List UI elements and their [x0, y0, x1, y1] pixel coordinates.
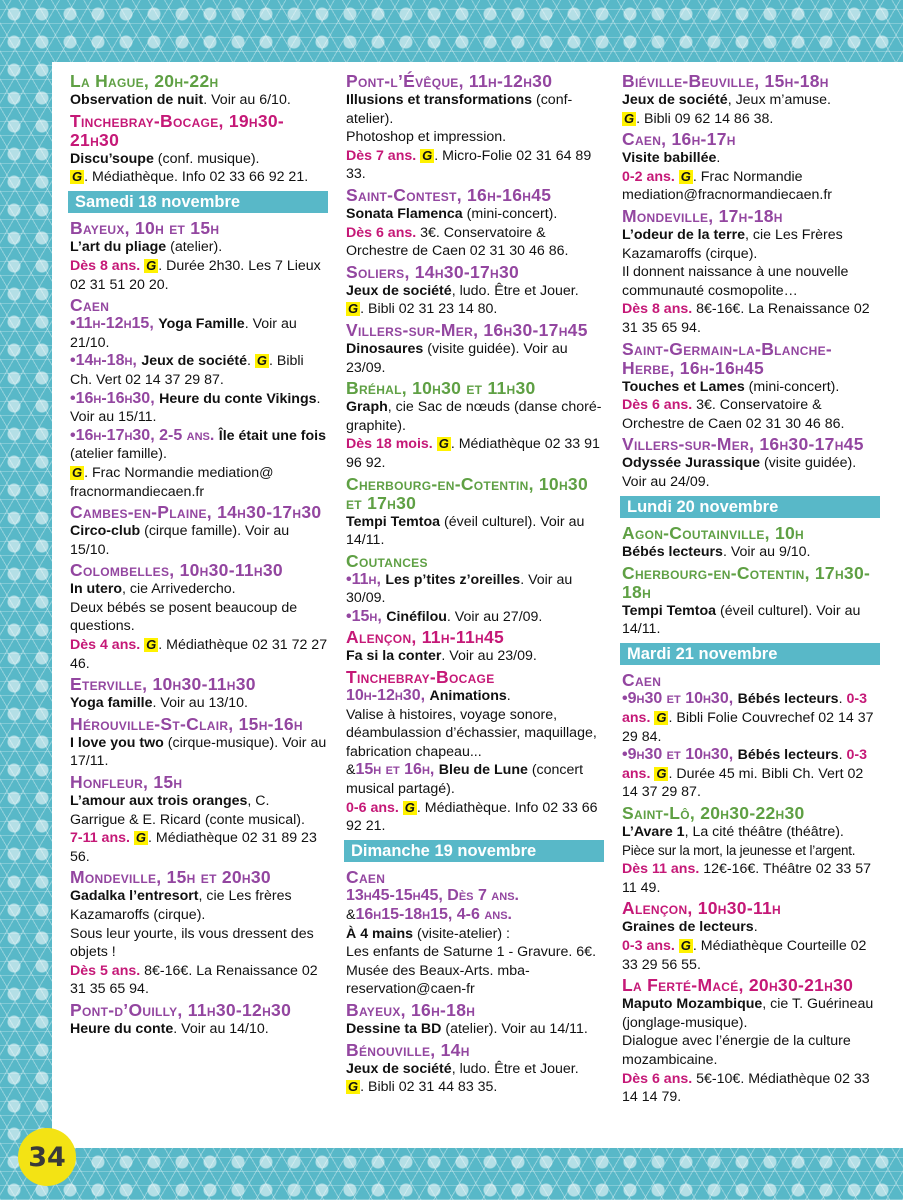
event-title: Jeux de société	[141, 353, 247, 370]
event-text: . Voir au 30/09.	[346, 571, 573, 607]
event-title: Circo-club	[70, 523, 141, 540]
event-text: , cie Les frères Kazamaroffs (cirque).	[70, 888, 292, 923]
event-title: Tempi Temtoa	[622, 602, 717, 619]
event-la-hague	[70, 72, 328, 110]
age-label: Dès 5 ans.	[70, 962, 141, 979]
event-city: Caen, 16h-17h	[622, 129, 736, 150]
event-title: L’odeur de la terre	[622, 226, 745, 243]
event-info: . Bibli 02 31 23 14 80.	[360, 301, 498, 318]
event-text: . Voir au 27/09.	[446, 608, 543, 625]
event-description: Valise à histoires, voyage sonore, déambulassion d’échassier, maquillage, fabrication chapeau...	[346, 706, 597, 760]
event-description: Il donnent naissance à une nouvelle communauté cosmopolite…	[622, 264, 849, 299]
event-city: Alençon, 10h30-11h	[622, 898, 782, 919]
event-info: . Bibli 09 62 14 86 38.	[636, 110, 774, 127]
event-info: . Médiathèque 02 33 91 96 92.	[346, 436, 600, 471]
event-info: 8€-16€. La Renaissance 02 31 35 65 94.	[622, 301, 870, 336]
gratuit-badge: G	[146, 637, 157, 653]
event-title: Dinosaures	[346, 340, 424, 357]
day-header-sunday: Dimanche 19 novembre	[344, 840, 604, 863]
event-city: Villers-sur-Mer, 16h30-17h45	[346, 319, 588, 340]
event-soliers	[346, 263, 604, 319]
event-description: Pièce sur la mort, la jeunesse et l’argent.	[622, 842, 856, 858]
event-info: 12€-16€. Théâtre 02 33 57 11 49.	[622, 861, 871, 896]
event-title: Graph	[346, 399, 388, 416]
bullet-time: •9h30 et 10h30,	[622, 690, 738, 708]
event-pont-douilly	[70, 1001, 328, 1039]
event-cherbourg-2	[622, 564, 880, 639]
event-info: . Durée 45 mi. Bibli Ch. Vert 02 14 37 29 87.	[622, 765, 864, 801]
event-title: Discu’soupe	[70, 150, 154, 167]
event-text: (cirque famille). Voir au 15/10.	[70, 523, 290, 558]
event-title: Tempi Temtoa	[346, 513, 441, 530]
event-city: Cherbourg-en-Cotentin, 10h30 et 17h30	[346, 473, 588, 513]
event-text: (visite-atelier) :	[413, 925, 510, 942]
event-text: , cie Les Frères Kazamaroffs (cirque).	[622, 226, 843, 262]
event-text: (concert musical partagé).	[346, 762, 584, 798]
gratuit-badge: G	[624, 110, 635, 126]
event-title: Animations	[429, 688, 507, 705]
event-city: Villers-sur-Mer, 16h30-17h45	[622, 434, 864, 455]
bullet-time: •11h-12h15,	[70, 315, 159, 333]
event-city: Hérouville-St-Clair, 15h-16h	[70, 713, 303, 734]
gratuit-badge: G	[656, 765, 667, 781]
event-title: L’Avare 1	[622, 824, 685, 841]
event-title: Visite babillée	[622, 150, 717, 167]
event-city: Eterville, 10h30-11h30	[70, 674, 256, 695]
event-herouville	[70, 715, 328, 771]
age-label: Dès 8 ans.	[622, 301, 693, 318]
event-title: Bébés lecteurs	[622, 544, 723, 561]
event-city: Bréhal, 10h30 et 11h30	[346, 378, 536, 399]
event-text: (éveil culturel). Voir au 14/11.	[622, 602, 861, 638]
event-text: (visite guidée). Voir au 23/09.	[346, 340, 568, 376]
age-label: 0-2 ans.	[622, 168, 675, 185]
event-info: . Médiathèque Courteille 02 33 29 56 55.	[622, 938, 867, 973]
gratuit-badge: G	[135, 830, 147, 846]
event-text: . Voir au 14/10.	[173, 1020, 269, 1037]
event-city: Mondeville, 17h-18h	[622, 205, 783, 226]
day-header-tuesday: Mardi 21 novembre	[620, 643, 880, 666]
event-city: Bayeux, 10h et 15h	[70, 218, 220, 239]
age-label: Dès 18 mois.	[346, 436, 433, 453]
event-text: .	[753, 919, 758, 936]
ampersand: &	[346, 907, 356, 923]
day-header-monday: Lundi 20 novembre	[620, 496, 880, 519]
event-title: Bleu de Lune	[438, 762, 528, 779]
event-title: Les p’tites z’oreilles	[385, 571, 521, 588]
event-brehal	[346, 379, 604, 472]
gratuit-badge: G	[404, 799, 415, 815]
event-text: , ludo. Être et Jouer.	[451, 1060, 579, 1077]
bullet-time: •16h-17h30, 2-5 ans.	[70, 426, 219, 444]
bullet-time: •16h-16h30,	[70, 389, 160, 407]
event-city: Caen	[346, 867, 386, 888]
bullet-time: •11h,	[346, 570, 386, 588]
event-text: .	[506, 688, 511, 705]
ampersand: &	[346, 762, 356, 779]
event-info: . Bibli 02 31 44 83 35.	[360, 1079, 498, 1096]
age-label: Dès 7 ans.	[346, 147, 417, 164]
event-villers-1	[346, 321, 604, 377]
event-title: Odyssée Jurassique	[622, 455, 761, 472]
event-pont-leveque	[346, 72, 604, 184]
event-city: Biéville-Beuville, 15h-18h	[622, 71, 829, 91]
event-text: (conf-atelier).	[346, 92, 573, 127]
event-text: , C. Garrigue & E. Ricard (conte musical).	[70, 793, 305, 828]
event-text: (mini-concert).	[462, 205, 558, 222]
event-title: Fa si la conter	[346, 648, 442, 665]
gratuit-badge: G	[72, 169, 83, 185]
event-caen-2	[346, 868, 604, 999]
event-alencon-1	[346, 628, 604, 666]
event-title: Illusions et transformations	[346, 92, 533, 108]
event-text: (atelier famille).	[70, 446, 167, 463]
event-alencon-2	[622, 899, 880, 974]
age-label: Dès 6 ans.	[622, 1070, 693, 1087]
gratuit-badge: G	[680, 938, 691, 953]
column-1	[70, 72, 328, 1041]
event-villers-2	[622, 435, 880, 491]
age-label: Dès 4 ans.	[70, 637, 141, 654]
event-city: Agon-Coutainville, 10h	[622, 523, 805, 544]
event-title: À 4 mains	[346, 925, 414, 942]
event-text: (cirque-musique). Voir au 17/11.	[70, 734, 327, 770]
event-saint-lo	[622, 804, 880, 897]
event-city: La Hague, 20h-22h	[70, 71, 219, 91]
gratuit-badge: G	[256, 353, 268, 369]
event-info: . Frac Normandie mediation@ fracnormandiecaen.fr	[70, 464, 274, 500]
event-text: . Voir au 21/10.	[70, 316, 297, 351]
event-title: Île était une fois	[218, 427, 327, 444]
event-title: Bébés lecteurs	[737, 747, 839, 764]
event-cherbourg-1	[346, 475, 604, 550]
event-city: Bénouville, 14h	[346, 1039, 470, 1060]
event-city: Bayeux, 16h-18h	[346, 999, 476, 1020]
page-number: 34	[18, 1128, 76, 1186]
event-info: . Frac Normandie mediation@fracnormandiecaen.fr	[622, 168, 832, 204]
event-info: . Médiathèque 02 31 89 23 56.	[70, 830, 317, 865]
event-title: Bébés lecteurs	[737, 691, 839, 708]
event-text: . Voir au 15/11.	[70, 390, 321, 426]
event-info: 3€. Conservatoire & Orchestre de Caen 02 31 30 46 86.	[622, 397, 845, 432]
event-text: (mini-concert).	[744, 378, 840, 395]
event-tinchebray-1	[70, 112, 328, 187]
event-city: Caen	[622, 670, 662, 691]
event-city: Pont-l’Évêque, 11h-12h30	[346, 71, 553, 91]
event-text: . Voir au 23/09.	[441, 648, 537, 665]
event-text: , Jeux m’amuse.	[727, 92, 831, 108]
event-city: Cambes-en-Plaine, 14h30-17h30	[70, 502, 322, 523]
event-city: Alençon, 11h-11h45	[346, 627, 505, 648]
event-city: Tinchebray-Bocage	[346, 667, 495, 688]
event-description: Deux bébés se posent beaucoup de questions.	[70, 599, 298, 635]
event-time: 13h45-15h45, Dès 7 ans.	[346, 887, 519, 905]
event-colombelles	[70, 561, 328, 673]
event-caen-1	[70, 296, 328, 501]
event-text: , La cité théâtre (théâtre).	[684, 824, 844, 841]
age-label: Dès 8 ans.	[70, 257, 141, 274]
age-label: 0-6 ans.	[346, 799, 399, 816]
gratuit-badge: G	[348, 1079, 359, 1095]
event-city: Saint-Germain-la-Blanche-Herbe, 16h-16h45	[622, 338, 833, 378]
event-honfleur	[70, 773, 328, 866]
age-label: Dès 11 ans.	[622, 861, 700, 878]
event-text: (visite guidée). Voir au 24/09.	[622, 455, 857, 490]
gratuit-badge: G	[422, 147, 433, 163]
event-text: .	[247, 353, 255, 370]
event-city: Cherbourg-en-Cotentin, 17h30-18h	[622, 562, 871, 602]
event-title: L’art du pliage	[70, 239, 167, 256]
event-cambes	[70, 503, 328, 559]
event-eterville	[70, 675, 328, 713]
event-bayeux-1	[70, 219, 328, 294]
event-info: . Médiathèque. Info 02 33 66 92 21.	[346, 799, 598, 835]
event-description: Photoshop et impression.	[346, 129, 507, 146]
event-title: Yoga Famille	[158, 316, 245, 333]
event-info: . Micro-Folie 02 31 64 89 33.	[346, 147, 592, 183]
event-info: 5€-10€. Médiathèque 02 33 14 14 79.	[622, 1070, 870, 1106]
event-coutances	[346, 552, 604, 627]
gratuit-badge: G	[656, 710, 667, 726]
event-city: Mondeville, 15h et 20h30	[70, 867, 271, 888]
event-title: Yoga famille	[70, 695, 153, 712]
event-text: . Voir au 6/10.	[203, 92, 291, 108]
event-text: . Voir au 13/10.	[152, 695, 248, 712]
event-title: Touches et Lames	[622, 378, 745, 395]
event-time: 10h-12h30,	[346, 687, 430, 705]
age-label: Dès 6 ans.	[346, 224, 417, 241]
event-text: (atelier). Voir au 14/11.	[441, 1020, 588, 1037]
event-info: . Médiathèque 02 31 72 27 46.	[70, 637, 328, 672]
event-info: 3€. Conservatoire & Orchestre de Caen 02 31 30 46 86.	[346, 224, 569, 260]
event-tinchebray-2	[346, 668, 604, 836]
event-info: . Médiathèque. Info 02 33 66 92 21.	[84, 169, 309, 186]
event-info: 8€-16€. La Renaissance 02 31 35 65 94.	[70, 962, 318, 998]
gratuit-badge: G	[680, 168, 691, 184]
event-title: Graines de lecteurs	[622, 919, 754, 936]
event-text: , cie Arrivedercho.	[122, 581, 236, 598]
column-3	[622, 72, 880, 1109]
event-agon	[622, 524, 880, 562]
column-2	[346, 72, 604, 1099]
event-title: Gadalka l’entresort	[70, 888, 199, 905]
event-city: Tinchebray-Bocage, 19h30-21h30	[70, 110, 285, 150]
event-text: , cie T. Guérineau (jonglage-musique).	[622, 996, 874, 1031]
event-text: (atelier).	[166, 239, 223, 256]
event-title: Observation de nuit	[70, 92, 204, 108]
event-title: Dessine ta BD	[346, 1020, 442, 1037]
event-city: Pont-d’Ouilly, 11h30-12h30	[70, 999, 292, 1020]
bullet-time: •14h-18h,	[70, 352, 142, 370]
event-text: .	[838, 747, 847, 764]
bullet-time: •15h,	[346, 607, 387, 625]
event-title: Jeux de société	[346, 282, 452, 299]
event-description: Sous leur yourte, ils vous dressent des objets !	[70, 925, 314, 961]
event-title: Jeux de société	[346, 1060, 452, 1077]
event-time: 16h15-18h15, 4-6 ans.	[355, 906, 513, 923]
event-text: . Voir au 9/10.	[722, 544, 811, 561]
event-title: L’amour aux trois oranges	[70, 793, 248, 810]
event-info: . Bibli Ch. Vert 02 14 37 29 87.	[70, 353, 304, 388]
event-text: .	[716, 150, 721, 167]
event-city: La Ferté-Macé, 20h30-21h30	[622, 975, 854, 996]
day-header-saturday: Samedi 18 novembre	[68, 191, 328, 214]
event-caen-4	[622, 671, 880, 802]
event-caen-3	[622, 130, 880, 205]
gratuit-badge: G	[72, 464, 83, 480]
event-saint-germain	[622, 340, 880, 434]
event-title: Heure du conte	[70, 1020, 174, 1037]
event-text: , ludo. Être et Jouer.	[451, 282, 579, 299]
event-description: Dialogue avec l’énergie de la culture mozambicaine.	[622, 1033, 851, 1068]
age-label: Dès 6 ans.	[622, 397, 693, 414]
age-label: 7-11 ans.	[70, 830, 130, 847]
event-la-ferte	[622, 976, 880, 1107]
event-time: 15h et 16h,	[355, 761, 439, 779]
age-label: 0-3 ans.	[622, 691, 867, 727]
event-text: , cie Sac de nœuds (danse choré-graphite).	[346, 399, 602, 434]
event-city: Colombelles, 10h30-11h30	[70, 560, 283, 581]
event-city: Saint-Contest, 16h-16h45	[346, 184, 552, 205]
event-city: Caen	[70, 295, 110, 316]
event-mondeville-2	[622, 207, 880, 338]
event-title: Cinéfilou	[386, 608, 447, 625]
event-title: Jeux de société	[622, 92, 728, 108]
event-description: Les enfants de Saturne 1 - Gravure. 6€. Musée des Beaux-Arts. mba-reservation@caen-fr	[346, 944, 597, 998]
event-benouville	[346, 1041, 604, 1097]
event-info: . Bibli Folie Couvrechef 02 14 37 29 84.	[622, 710, 874, 745]
event-info: . Durée 2h30. Les 7 Lieux 02 31 51 20 20.	[70, 257, 321, 293]
event-city: Soliers, 14h30-17h30	[346, 261, 520, 282]
event-city: Honfleur, 15h	[70, 772, 183, 793]
event-title: Heure du conte Vikings	[159, 390, 317, 407]
event-text: (éveil culturel). Voir au 14/11.	[346, 513, 585, 549]
event-text: .	[838, 691, 847, 708]
bullet-time: •9h30 et 10h30,	[622, 746, 738, 764]
age-label: 0-3 ans.	[622, 747, 867, 782]
event-city: Saint-Lô, 20h30-22h30	[622, 803, 805, 824]
age-label: 0-3 ans.	[622, 938, 675, 954]
gratuit-badge: G	[348, 301, 359, 317]
event-bayeux-2	[346, 1001, 604, 1039]
event-mondeville-1	[70, 868, 328, 999]
gratuit-badge: G	[146, 257, 157, 273]
event-saint-contest	[346, 186, 604, 261]
event-title: Maputo Mozambique	[622, 996, 763, 1013]
event-title: Sonata Flamenca	[346, 205, 463, 222]
event-title: In utero	[70, 581, 123, 598]
event-bieville	[622, 72, 880, 128]
event-city: Coutances	[346, 550, 428, 571]
event-title: I love you two	[70, 734, 164, 751]
event-text: (conf. musique).	[153, 150, 260, 167]
gratuit-badge: G	[438, 436, 449, 452]
